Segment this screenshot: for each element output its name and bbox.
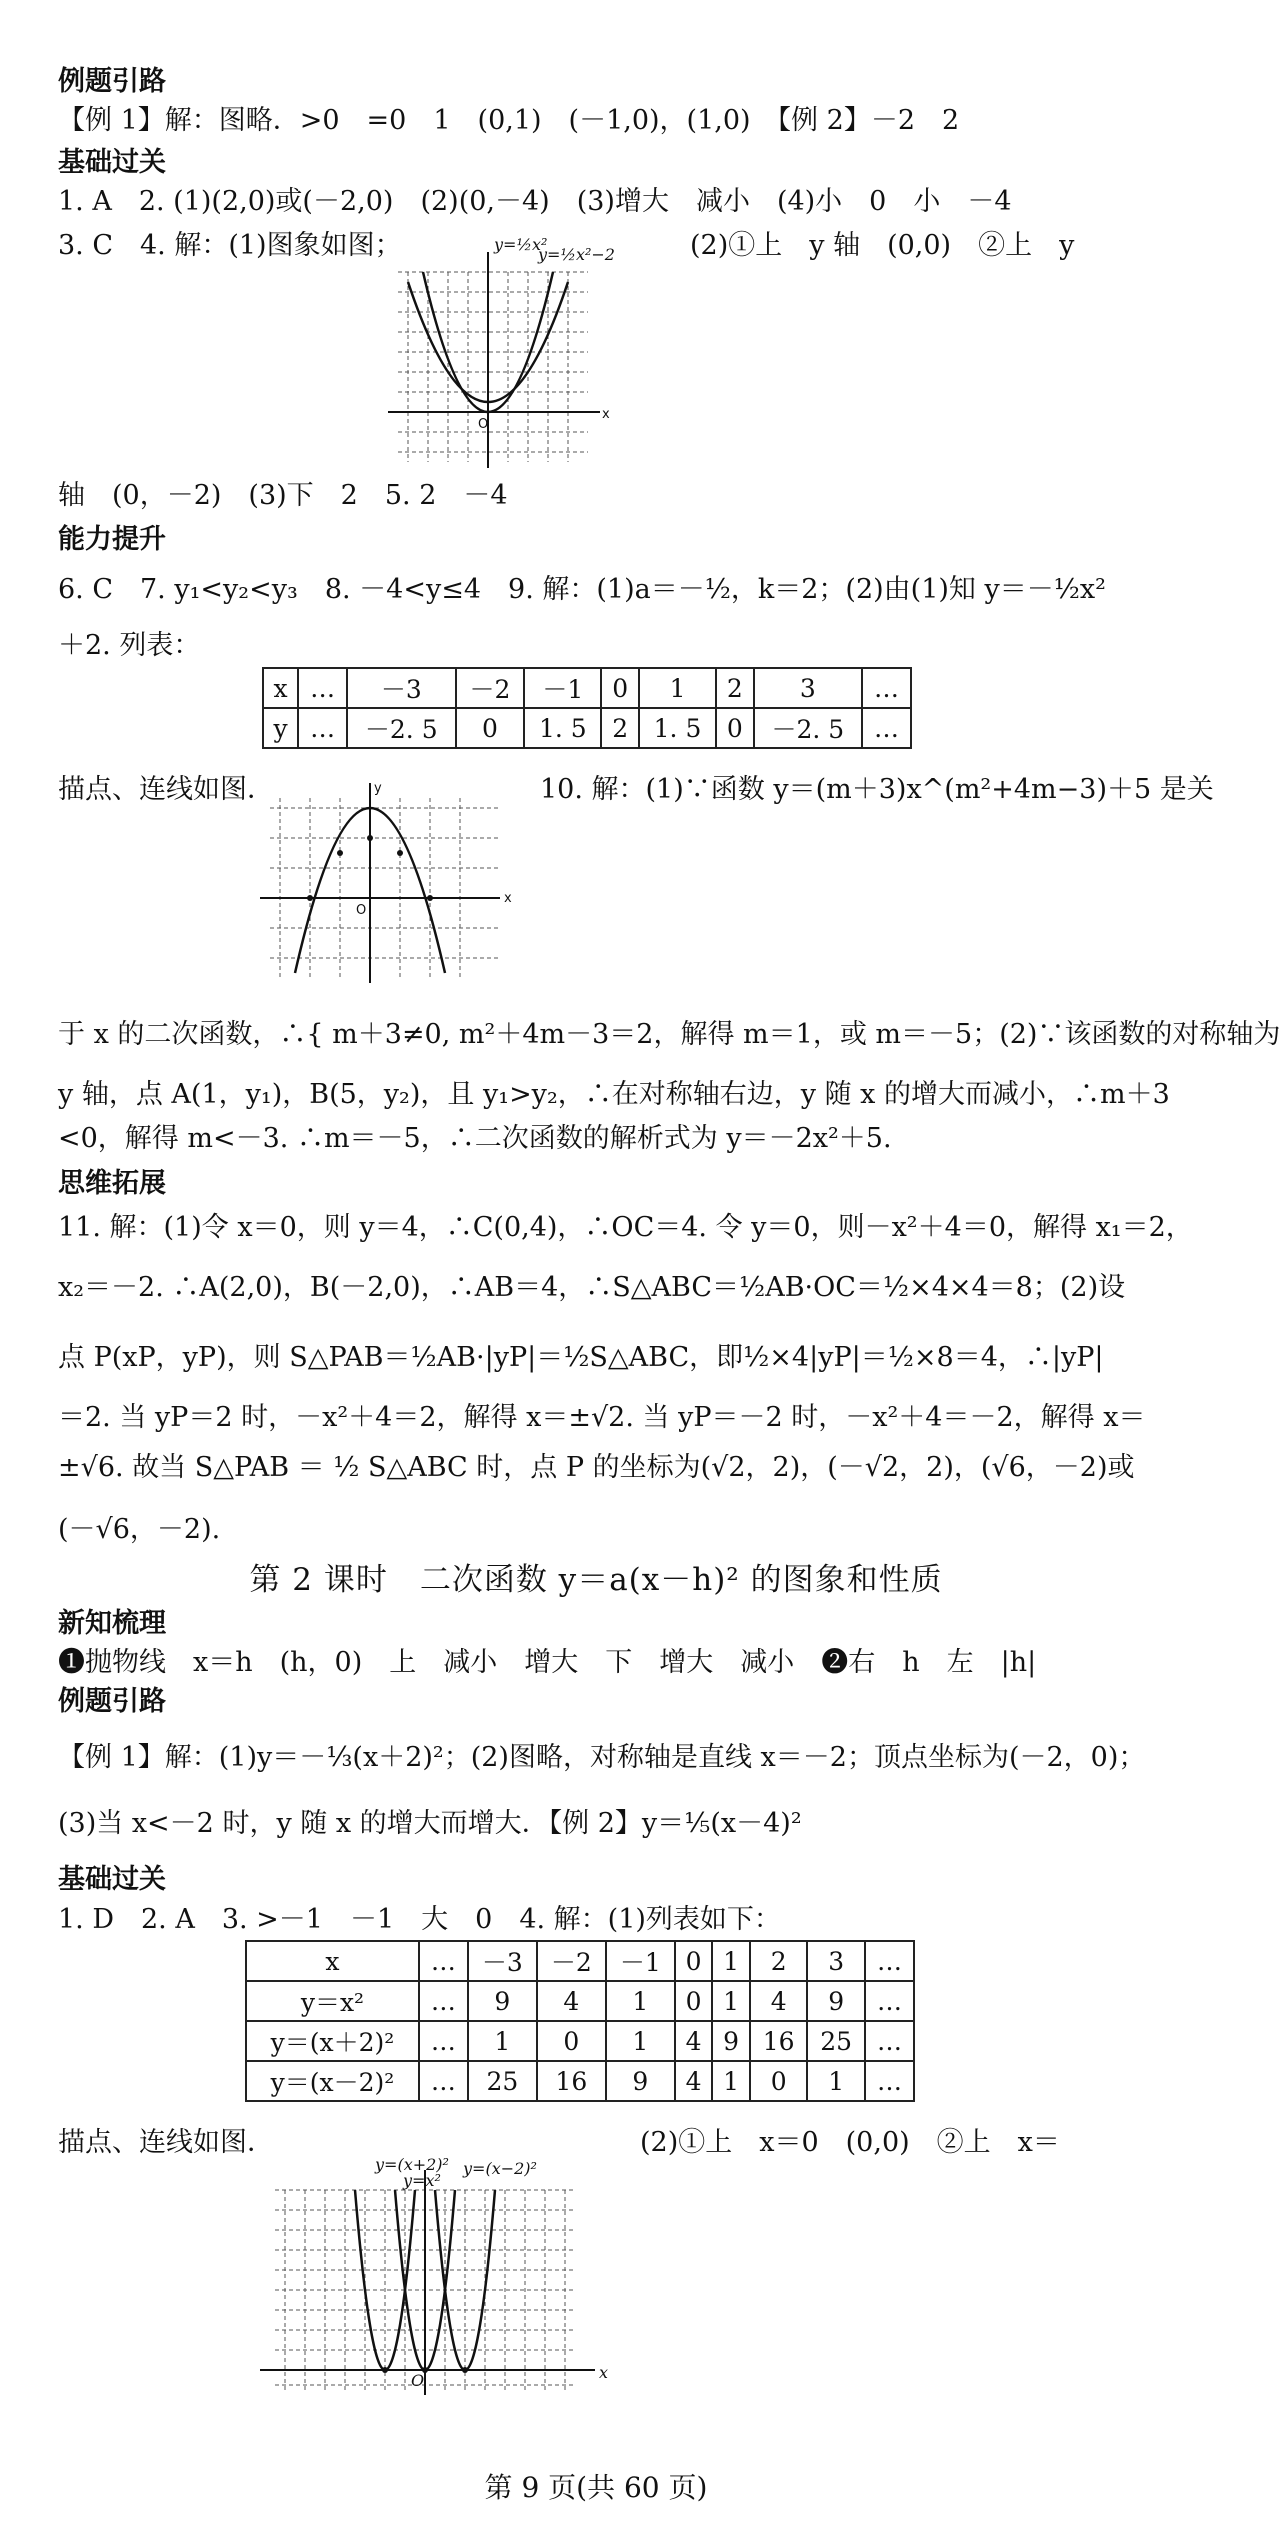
- table-row: [246, 2061, 914, 2101]
- extension-line-2: x₂＝－2. ∴A(2,0)，B(－2,0)，∴AB＝4，∴S△ABC＝½AB·OC＝½×4×4＝8；(2)设: [58, 1272, 1126, 1303]
- table-row: [246, 1981, 914, 2021]
- cell: …: [298, 668, 347, 708]
- cell: 1: [639, 668, 716, 708]
- example-answers: 【例 1】解：图略．>0 =0 1 (0,1) (－1,0)，(1,0) 【例 2】－2 2: [58, 105, 960, 136]
- heading-new-knowledge: 新知梳理: [58, 1608, 166, 1639]
- cell: y＝x²: [246, 1981, 419, 2021]
- graph3-label-1: y=(x+2)²: [375, 2155, 449, 2174]
- cell: 25: [468, 2061, 537, 2101]
- cell: －2: [537, 1941, 606, 1981]
- extension-line-1: 11. 解：(1)令 x＝0，则 y＝4，∴C(0,4)，∴OC＝4. 令 y＝0，则－x²＋4＝0，解得 x₁＝2，: [58, 1212, 1193, 1243]
- cell: 3: [807, 1941, 865, 1981]
- cell: －1: [524, 668, 601, 708]
- cell: …: [419, 2021, 468, 2061]
- graph-parabolas-1: [378, 232, 615, 472]
- ability-answers-4: 于 x 的二次函数，∴{ m＋3≠0, m²＋4m－3＝2，解得 m＝1，或 m＝－5；(2)∵该函数的对称轴为: [58, 1019, 1280, 1050]
- cell: y＝(x＋2)²: [246, 2021, 419, 2061]
- cell: 1. 5: [524, 708, 601, 748]
- ability-answers-2: ＋2. 列表：: [58, 630, 201, 661]
- cell: 1. 5: [639, 708, 716, 748]
- ability-answers-6: <0，解得 m<－3. ∴m＝－5，∴二次函数的解析式为 y＝－2x²＋5.: [58, 1123, 892, 1154]
- cell: 4: [675, 2061, 713, 2101]
- cell: 1: [712, 2061, 750, 2101]
- cell: y: [263, 708, 298, 748]
- cell: 3: [754, 668, 863, 708]
- cell: 9: [807, 1981, 865, 2021]
- cell: 2: [601, 708, 638, 748]
- graph3-origin: O: [411, 2371, 425, 2390]
- cell: 4: [750, 1981, 808, 2021]
- cell: 1: [712, 1941, 750, 1981]
- cell: 1: [712, 1981, 750, 2021]
- basic2-line-1: 1. D 2. A 3. >－1 －1 大 0 4. 解：(1)列表如下：: [58, 1904, 781, 1935]
- cell: …: [419, 1941, 468, 1981]
- cell: x: [246, 1941, 419, 1981]
- cell: 0: [716, 708, 753, 748]
- basic-answers-2b: (2)①上 y 轴 (0,0) ②上 y: [690, 230, 1075, 261]
- cell: 25: [807, 2021, 865, 2061]
- cell: 2: [716, 668, 753, 708]
- cell: 0: [456, 708, 525, 748]
- svg-text:x: x: [504, 891, 512, 906]
- table-row: [263, 708, 911, 748]
- graph1-label-1: y=½x²: [494, 235, 548, 254]
- heading-extension: 思维拓展: [58, 1168, 166, 1199]
- value-table-1: [262, 667, 912, 749]
- table-row: [246, 2021, 914, 2061]
- cell: －2: [456, 668, 525, 708]
- cell: …: [862, 708, 911, 748]
- heading-ability: 能力提升: [58, 524, 166, 555]
- graph1-label-2: y=½x²−2: [538, 245, 615, 264]
- cell: －1: [606, 1941, 675, 1981]
- cell: 1: [606, 1981, 675, 2021]
- graph3-xlabel: x: [599, 2363, 609, 2382]
- cell: －2. 5: [347, 708, 456, 748]
- extension-line-4: ＝2. 当 yP＝2 时，－x²＋4＝2，解得 x＝±√2. 当 yP＝－2 时，－x²＋4＝－2，解得 x＝: [58, 1402, 1146, 1433]
- cell: …: [865, 1981, 914, 2021]
- cell: …: [298, 708, 347, 748]
- cell: 4: [537, 1981, 606, 2021]
- cell: …: [419, 1981, 468, 2021]
- heading-basic: 基础过关: [58, 147, 166, 178]
- basic-answers-2a: 3. C 4. 解：(1)图象如图；: [58, 230, 402, 261]
- cell: 1: [807, 2061, 865, 2101]
- cell: 1: [468, 2021, 537, 2061]
- basic-answers-1: 1. A 2. (1)(2,0)或(－2,0) (2)(0,－4) (3)增大 减小 (4)小 0 小 －4: [58, 186, 1012, 217]
- graph-parabola-2: [250, 778, 520, 988]
- cell: －3: [347, 668, 456, 708]
- cell: y＝(x－2)²: [246, 2061, 419, 2101]
- cell: 0: [601, 668, 638, 708]
- heading-example: 例题引路: [58, 66, 166, 97]
- value-table-2: [245, 1940, 915, 2102]
- heading-basic-2: 基础过关: [58, 1864, 166, 1895]
- cell: …: [865, 2021, 914, 2061]
- ability-answers-5: y 轴，点 A(1，y₁)，B(5，y₂)，且 y₁>y₂，∴在对称轴右边，y 随 x 的增大而减小，∴m＋3: [58, 1079, 1170, 1110]
- cell: …: [862, 668, 911, 708]
- cell: x: [263, 668, 298, 708]
- ability-answers-3a: 描点、连线如图．: [58, 774, 274, 805]
- svg-text:y: y: [374, 781, 382, 796]
- cell: 0: [750, 2061, 808, 2101]
- graph3-label-2: y=x²: [403, 2171, 441, 2190]
- extension-line-6: (－√6，－2).: [58, 1514, 221, 1545]
- cell: …: [865, 2061, 914, 2101]
- cell: …: [419, 2061, 468, 2101]
- svg-text:O: O: [478, 417, 489, 432]
- cell: 16: [750, 2021, 808, 2061]
- table-row: [263, 668, 911, 708]
- example2-line-1: 【例 1】解：(1)y＝－⅓(x＋2)²；(2)图略，对称轴是直线 x＝－2；顶点坐标为(－2，0)；: [58, 1742, 1146, 1773]
- cell: …: [865, 1941, 914, 1981]
- cell: 0: [675, 1941, 713, 1981]
- cell: －3: [468, 1941, 537, 1981]
- page-footer: 第 9 页(共 60 页): [484, 2471, 708, 2504]
- extension-line-5: ±√6. 故当 S△PAB ＝ ½ S△ABC 时，点 P 的坐标为(√2，2)，(－√2，2)，(√6，－2)或: [58, 1452, 1135, 1483]
- cell: 16: [537, 2061, 606, 2101]
- cell: 4: [675, 2021, 713, 2061]
- lesson-title: 第 2 课时 二次函数 y＝a(x－h)² 的图象和性质: [249, 1562, 943, 1598]
- extension-line-3: 点 P(xP，yP)，则 S△PAB＝½AB·|yP|＝½S△ABC，即½×4|yP|＝½×8＝4，∴|yP|: [58, 1342, 1104, 1373]
- cell: －2. 5: [754, 708, 863, 748]
- ability-answers-1: 6. C 7. y₁<y₂<y₃ 8. －4<y≤4 9. 解：(1)a＝－½，k＝2；(2)由(1)知 y＝－½x²: [58, 574, 1106, 605]
- basic2-line-2b: (2)①上 x＝0 (0,0) ②上 x＝: [640, 2127, 1060, 2158]
- basic2-line-2a: 描点、连线如图．: [58, 2127, 274, 2158]
- cell: 9: [468, 1981, 537, 2021]
- cell: 0: [537, 2021, 606, 2061]
- svg-text:x: x: [602, 407, 610, 422]
- table-row: [246, 1941, 914, 1981]
- new-knowledge-line: ❶抛物线 x＝h (h，0) 上 减小 增大 下 增大 减小 ❷右 h 左 |h|: [58, 1647, 1037, 1678]
- cell: 0: [675, 1981, 713, 2021]
- cell: 9: [606, 2061, 675, 2101]
- example2-line-2: (3)当 x<－2 时，y 随 x 的增大而增大．【例 2】y＝⅕(x－4)²: [58, 1808, 802, 1839]
- svg-text:O: O: [356, 903, 367, 918]
- graph-parabolas-3: [245, 2130, 625, 2400]
- cell: 2: [750, 1941, 808, 1981]
- ability-answers-3b: 10. 解：(1)∵函数 y＝(m＋3)x^(m²+4m−3)＋5 是关: [540, 774, 1214, 805]
- cell: 1: [606, 2021, 675, 2061]
- heading-example-2: 例题引路: [58, 1686, 166, 1717]
- graph3-label-3: y=(x−2)²: [463, 2159, 537, 2178]
- cell: 9: [712, 2021, 750, 2061]
- basic-answers-3: 轴 (0，－2) (3)下 2 5. 2 －4: [58, 480, 508, 511]
